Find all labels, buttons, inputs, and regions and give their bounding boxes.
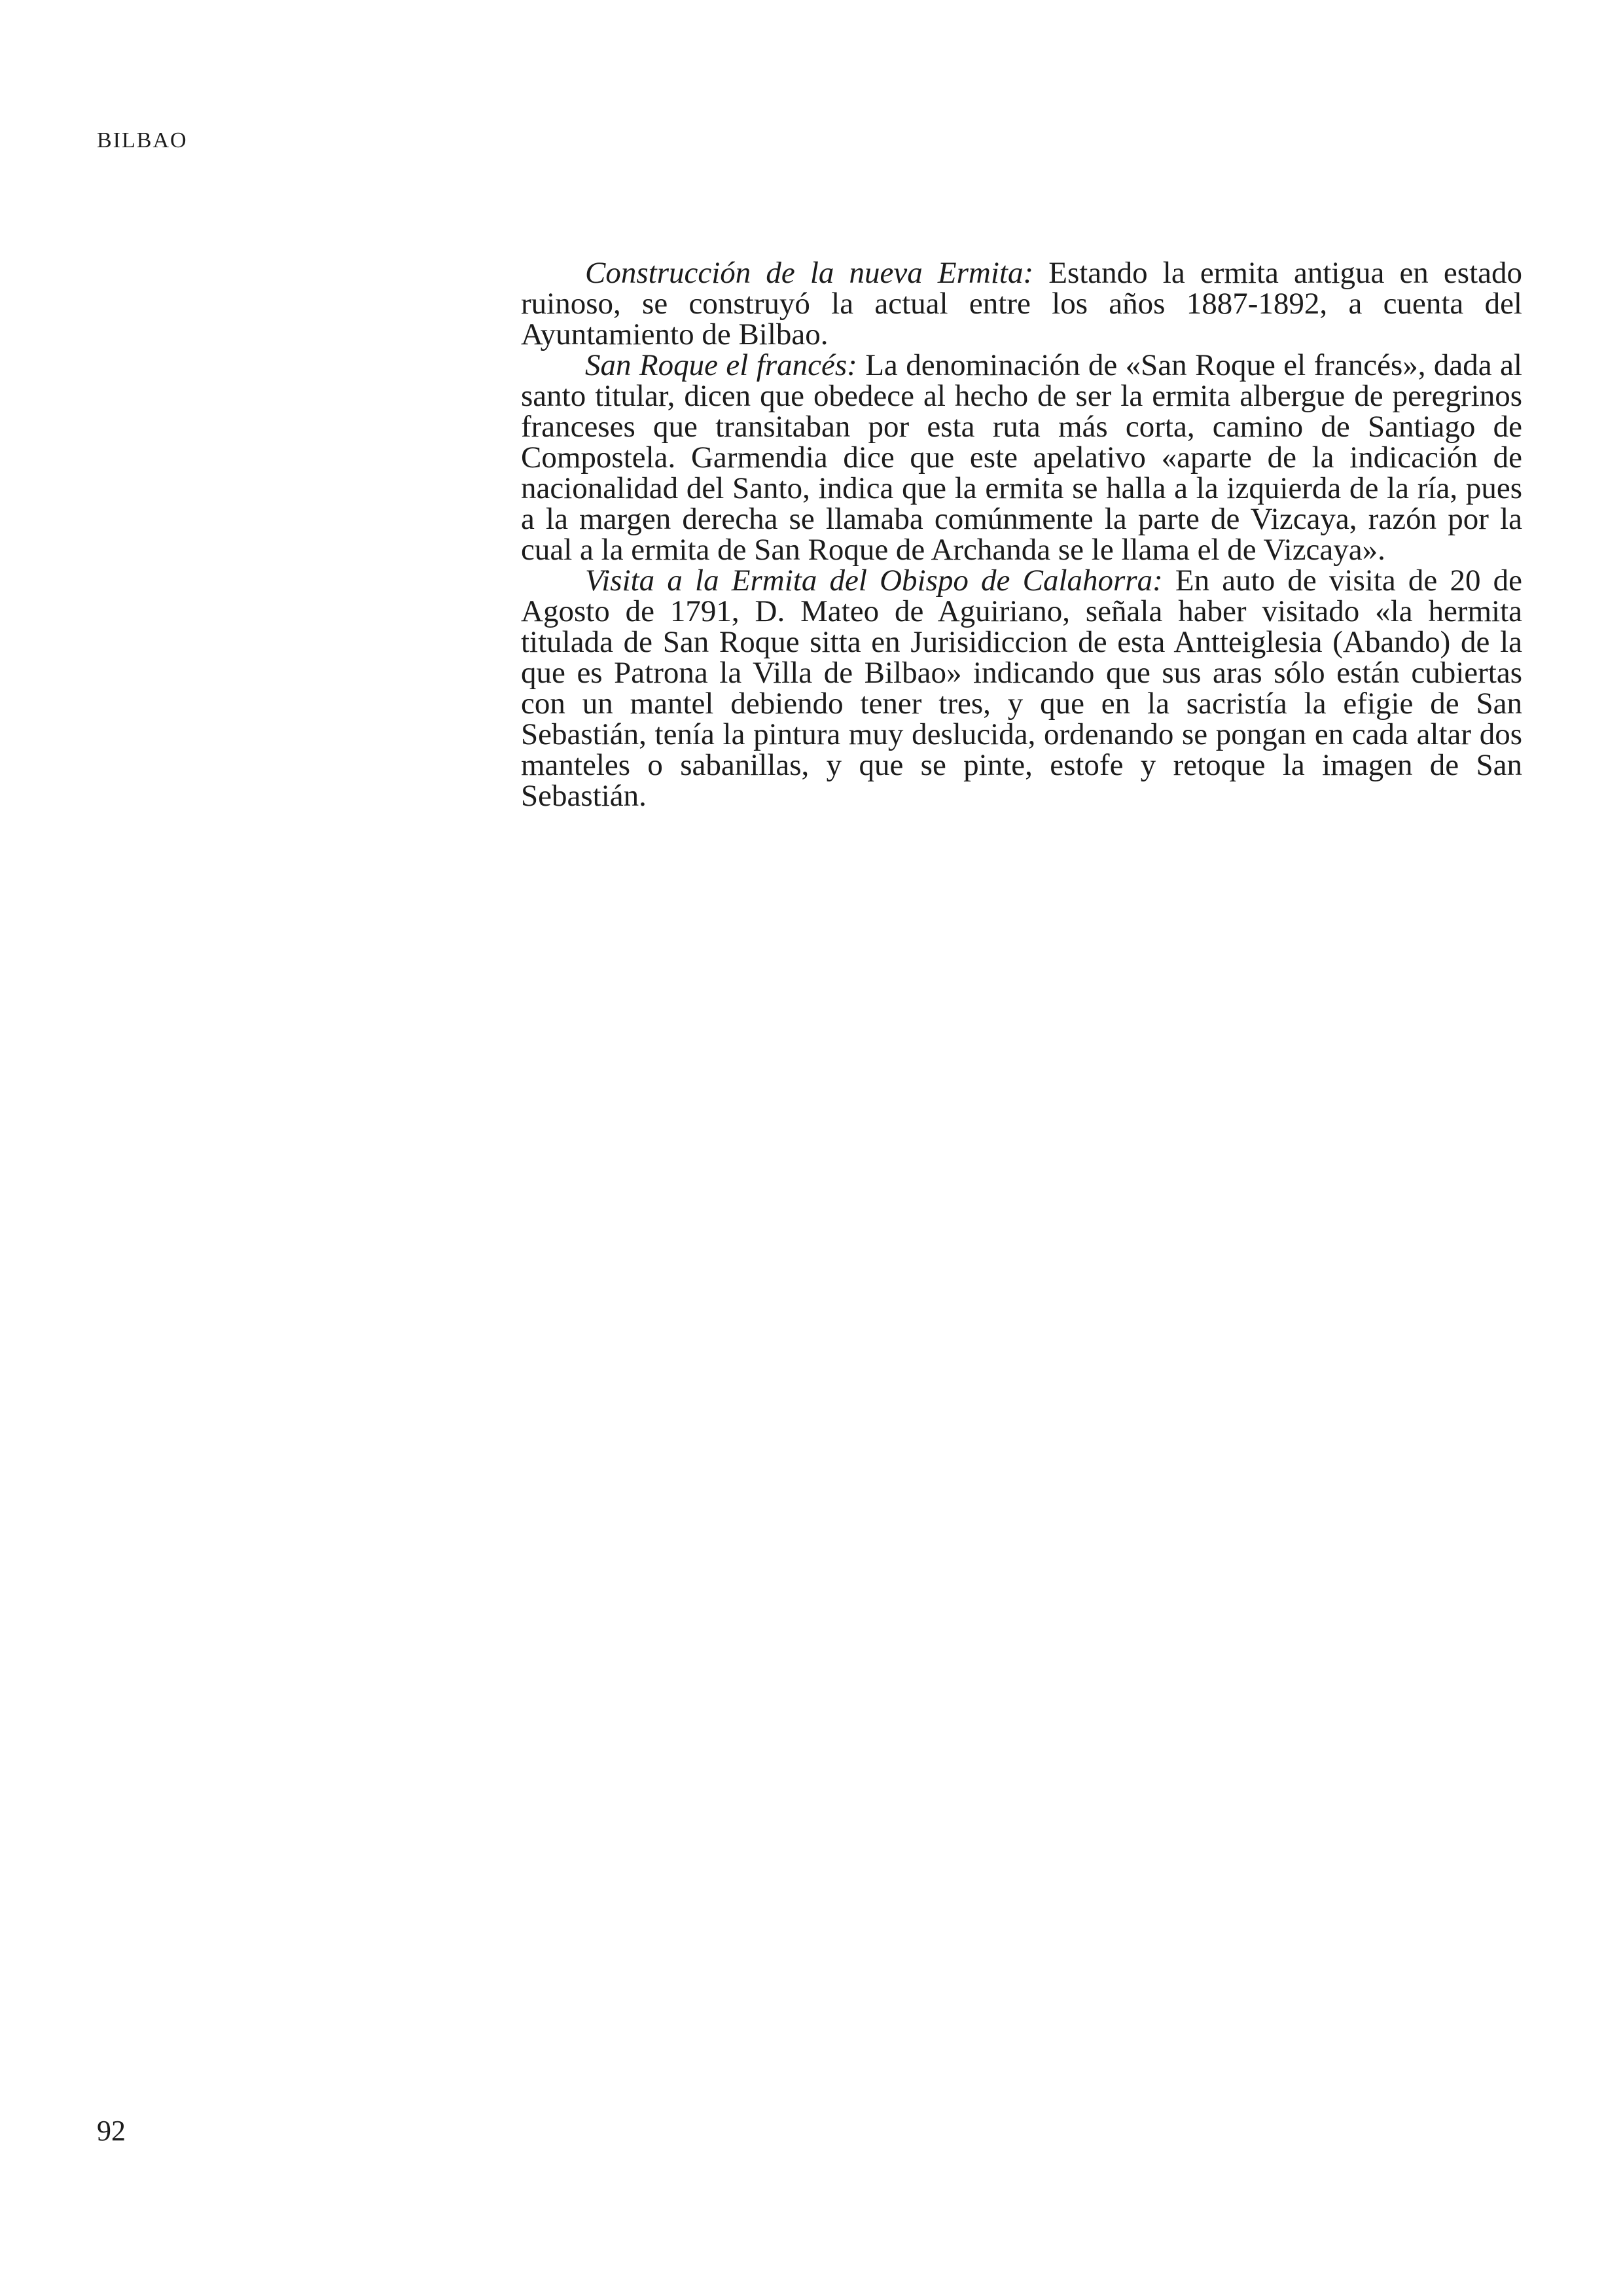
paragraph-text: La denominación de «San Roque el francés», dada al santo titular, dicen que obedece al hecho de ser la ermita albergue de peregrinos franceses que transitaban por esta ruta más corta, camino de Santiago de Compostela. Garmendia dice que este apelativo «aparte de la indicación de nacionalidad del Santo, indica que la ermita se halla a la izquierda de la ría, pues a la margen derecha se llamaba comúnmente la parte de Vizcaya, razón por la cual a la ermita de San Roque de Archanda se le llama el de Vizcaya». bbox=[521, 348, 1522, 567]
page-number: 92 bbox=[97, 2115, 126, 2147]
paragraph-construccion bbox=[521, 258, 1522, 350]
paragraph-lead: Visita a la Ermita del Obispo de Calahorra: bbox=[585, 564, 1163, 598]
paragraph-text: Estando la ermita antigua en estado ruinoso, se construyó la actual entre los años 1887-1892, a cuenta del Ayuntamiento de Bilbao. bbox=[521, 256, 1522, 351]
paragraph-san-roque bbox=[521, 350, 1522, 565]
paragraph-lead: San Roque el francés: bbox=[585, 348, 857, 382]
paragraph-visita bbox=[521, 565, 1522, 812]
body-text bbox=[521, 258, 1522, 812]
paragraph-text: En auto de visita de 20 de Agosto de 1791, D. Mateo de Aguiriano, señala haber visitado «la hermita titulada de San Roque sitta en Jurisidiccion de esta Antteiglesia (Abando) de la que es Patrona la Villa de Bilbao» indicando que sus aras sólo están cubiertas con un mantel debiendo tener tres, y que en la sacristía la efigie de San Sebastián, tenía la pintura muy deslucida, ordenando se pongan en cada altar dos manteles o sabanillas, y que se pinte, estofe y retoque la imagen de San Sebastián. bbox=[521, 564, 1522, 813]
running-header: BILBAO bbox=[97, 128, 188, 152]
paragraph-lead: Construcción de la nueva Ermita: bbox=[585, 256, 1034, 290]
